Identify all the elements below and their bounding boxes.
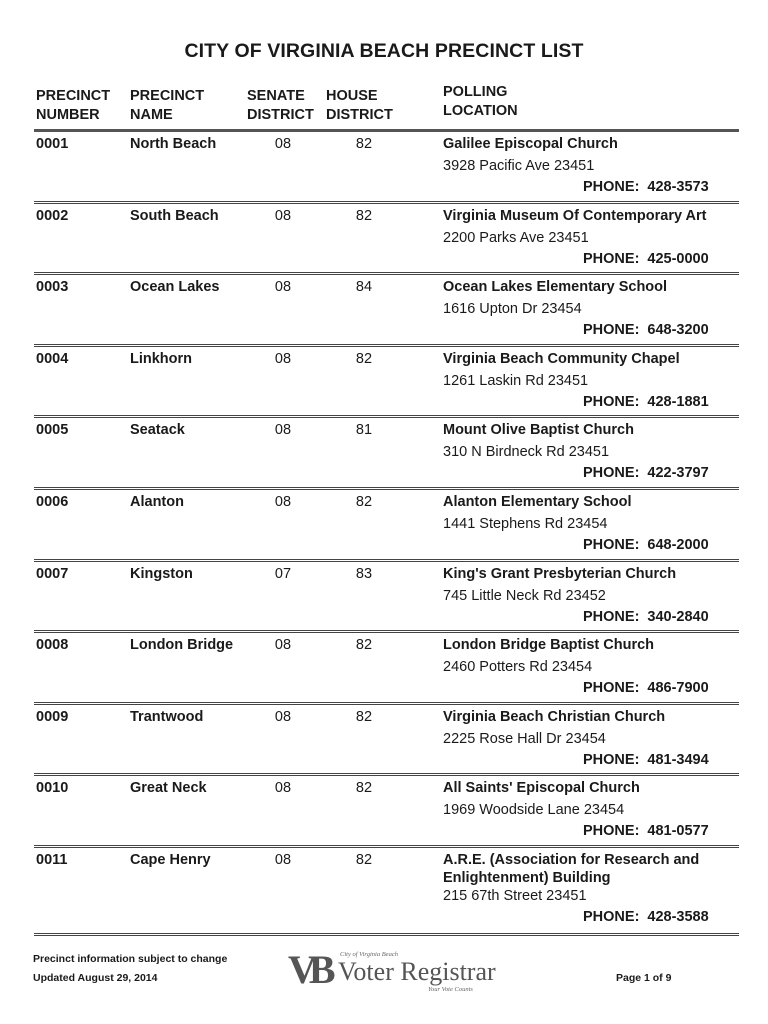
polling-address: 310 N Birdneck Rd 23451	[443, 444, 610, 461]
logo-city-name: City of Virginia Beach	[340, 951, 398, 958]
polling-location: Virginia Beach Christian Church	[443, 708, 666, 725]
precinct-name: London Bridge	[130, 637, 234, 654]
house-district: 82	[355, 851, 373, 868]
table-bottom-divider	[34, 933, 739, 936]
senate-district: 08	[274, 493, 292, 510]
phone-number: 425-0000	[647, 250, 709, 267]
header-polling-location: POLLING LOCATION	[443, 84, 518, 119]
precinct-name: South Beach	[130, 207, 219, 224]
page-title: CITY OF VIRGINIA BEACH PRECINCT LIST	[184, 40, 584, 62]
house-district: 83	[355, 565, 373, 582]
precinct-name: Seatack	[130, 422, 185, 439]
footer-notice: Precinct information subject to change	[33, 953, 228, 965]
polling-phone	[583, 680, 709, 696]
precinct-number: 0006	[36, 493, 69, 510]
polling-phone	[583, 609, 709, 625]
phone-label: PHONE:	[583, 680, 640, 697]
logo-voter-registrar: Voter Registrar	[338, 957, 496, 986]
phone-number: 481-0577	[647, 823, 709, 840]
phone-number: 481-3494	[647, 751, 709, 768]
logo-tagline: Your Vote Counts	[428, 986, 473, 993]
senate-district: 07	[274, 565, 292, 582]
house-district: 82	[355, 136, 373, 152]
precinct-name: North Beach	[130, 136, 217, 152]
precinct-name: Ocean Lakes	[130, 279, 220, 296]
senate-district: 08	[274, 851, 292, 868]
polling-address: 3928 Pacific Ave 23451	[443, 158, 595, 174]
precinct-row	[0, 418, 768, 490]
precinct-number: 0004	[36, 350, 69, 367]
polling-phone	[583, 251, 709, 267]
precinct-row	[0, 347, 768, 419]
precinct-name: Kingston	[130, 565, 193, 582]
header-precinct-name: PRECINCT NAME	[130, 88, 205, 123]
phone-number: 486-7900	[647, 680, 709, 697]
polling-location: London Bridge Baptist Church	[443, 637, 655, 654]
precinct-number: 0005	[36, 422, 69, 439]
polling-location: Ocean Lakes Elementary School	[443, 279, 668, 296]
polling-address: 2460 Potters Rd 23454	[443, 659, 593, 676]
precinct-number: 0009	[36, 708, 69, 725]
phone-number: 648-2000	[647, 536, 709, 553]
polling-phone	[583, 465, 709, 481]
precinct-name: Alanton	[130, 493, 184, 510]
house-district: 82	[355, 493, 373, 510]
polling-location: A.R.E. (Association for Research and Enlightenment) Building	[443, 851, 700, 886]
phone-label: PHONE:	[583, 751, 640, 768]
footer-updated-date: Updated August 29, 2014	[33, 972, 158, 984]
polling-location: All Saints' Episcopal Church	[443, 780, 640, 797]
precinct-row	[0, 776, 768, 848]
polling-phone	[583, 909, 709, 925]
polling-location: Virginia Museum Of Contemporary Art	[443, 207, 707, 224]
phone-label: PHONE:	[583, 179, 640, 195]
house-district: 81	[355, 422, 373, 439]
precinct-number: 0008	[36, 637, 69, 654]
polling-phone	[583, 394, 709, 410]
senate-district: 08	[274, 637, 292, 654]
phone-label: PHONE:	[583, 608, 640, 625]
senate-district: 08	[274, 350, 292, 367]
polling-phone	[583, 752, 709, 768]
phone-label: PHONE:	[583, 823, 640, 840]
senate-district: 08	[274, 422, 292, 439]
house-district: 82	[355, 780, 373, 797]
precinct-row	[0, 633, 768, 705]
precinct-number: 0011	[36, 851, 68, 868]
precinct-name: Cape Henry	[130, 851, 211, 868]
phone-label: PHONE:	[583, 393, 640, 410]
precinct-list	[0, 132, 768, 933]
polling-phone	[583, 179, 709, 195]
phone-number: 428-3573	[647, 179, 709, 195]
header-precinct-number: PRECINCT NUMBER	[36, 88, 111, 123]
senate-district: 08	[274, 279, 292, 296]
header-senate-district: SENATE DISTRICT	[247, 88, 314, 123]
house-district: 82	[355, 637, 373, 654]
house-district: 84	[355, 279, 373, 296]
polling-phone	[583, 823, 709, 839]
house-district: 82	[355, 708, 373, 725]
precinct-row	[0, 490, 768, 562]
polling-location: Mount Olive Baptist Church	[443, 422, 634, 439]
phone-number: 422-3797	[647, 465, 709, 482]
precinct-row	[0, 132, 768, 204]
footer-page-number: Page 1 of 9	[616, 972, 672, 984]
polling-address: 1616 Upton Dr 23454	[443, 301, 582, 318]
polling-location: King's Grant Presbyterian Church	[443, 565, 677, 582]
polling-address: 1261 Laskin Rd 23451	[443, 372, 589, 389]
precinct-row	[0, 275, 768, 347]
polling-address: 2200 Parks Ave 23451	[443, 229, 589, 246]
polling-location: Alanton Elementary School	[443, 493, 632, 510]
polling-address: 2225 Rose Hall Dr 23454	[443, 730, 606, 747]
precinct-number: 0001	[36, 136, 69, 152]
precinct-row	[0, 204, 768, 276]
senate-district: 08	[274, 780, 292, 797]
logo-vb-mark: VB	[288, 947, 328, 992]
polling-phone	[583, 537, 709, 553]
phone-label: PHONE:	[583, 908, 640, 925]
phone-label: PHONE:	[583, 250, 640, 267]
voter-registrar-logo	[288, 947, 508, 996]
senate-district: 08	[274, 207, 292, 224]
phone-number: 340-2840	[647, 608, 709, 625]
phone-number: 648-3200	[647, 322, 709, 339]
phone-label: PHONE:	[583, 322, 640, 339]
polling-phone	[583, 322, 709, 338]
house-district: 82	[355, 350, 373, 367]
phone-number: 428-3588	[647, 908, 709, 925]
polling-location: Virginia Beach Community Chapel	[443, 350, 680, 367]
precinct-row	[0, 705, 768, 777]
senate-district: 08	[274, 708, 292, 725]
precinct-name: Great Neck	[130, 780, 207, 797]
precinct-number: 0007	[36, 565, 69, 582]
phone-number: 428-1881	[647, 393, 709, 410]
polling-address: 1441 Stephens Rd 23454	[443, 515, 608, 532]
polling-address: 215 67th Street 23451	[443, 887, 587, 904]
precinct-number: 0003	[36, 279, 69, 296]
polling-location: Galilee Episcopal Church	[443, 136, 618, 152]
polling-address: 745 Little Neck Rd 23452	[443, 587, 606, 604]
precinct-row	[0, 848, 768, 933]
polling-address: 1969 Woodside Lane 23454	[443, 802, 625, 819]
phone-label: PHONE:	[583, 465, 640, 482]
senate-district: 08	[274, 136, 292, 152]
precinct-name: Trantwood	[130, 708, 204, 725]
phone-label: PHONE:	[583, 536, 640, 553]
header-house-district: HOUSE DISTRICT	[326, 88, 393, 123]
precinct-number: 0010	[36, 780, 69, 797]
precinct-number: 0002	[36, 207, 69, 224]
precinct-row	[0, 562, 768, 634]
precinct-name: Linkhorn	[130, 350, 193, 367]
house-district: 82	[355, 207, 373, 224]
